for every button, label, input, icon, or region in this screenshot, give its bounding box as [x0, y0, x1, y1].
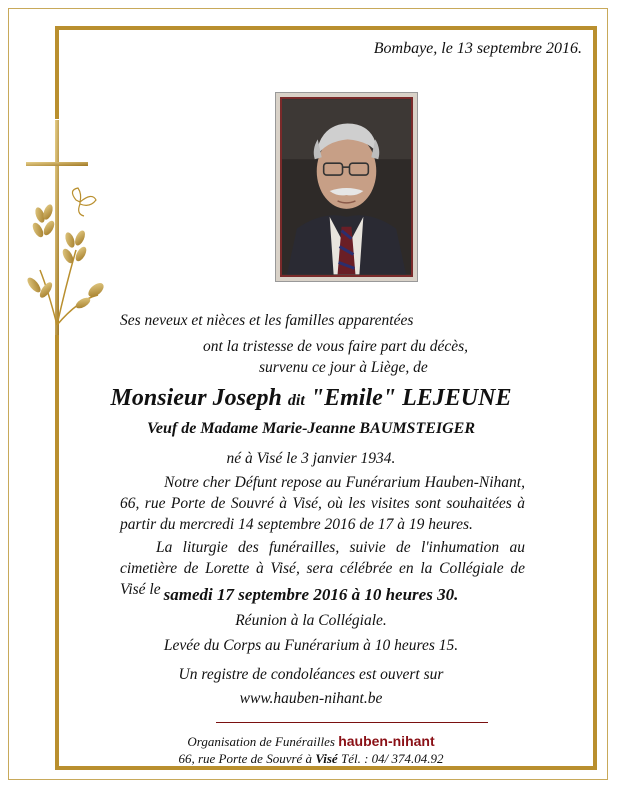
address-street: 66, rue Porte de Souvré à — [178, 751, 313, 766]
org-prefix: Organisation de Funérailles — [187, 734, 335, 749]
footer-organisation — [0, 733, 622, 750]
deceased-name — [0, 385, 622, 412]
ceremony-date: samedi 17 septembre 2016 à 10 heures 30. — [163, 585, 459, 604]
cross-wheat-butterfly-icon — [18, 120, 118, 335]
register-line: Un registre de condoléances est ouvert sur — [178, 666, 444, 683]
liturgy-paragraph: La liturgie des funérailles, suivie de l'inhumation au cimetière de Lorette à Visé, sera célébrée en la Collégiale de Visé le — [120, 539, 525, 598]
gold-border-top — [55, 26, 597, 30]
announcement-line-3: survenu ce jour à Liège, de — [259, 359, 428, 376]
footer-address — [0, 751, 622, 767]
address-phone: Tél. : 04/ 374.04.92 — [340, 751, 444, 766]
meeting-line: Réunion à la Collégiale. — [235, 612, 387, 629]
levee-line: Levée du Corps au Funérarium à 10 heures 15. — [163, 637, 459, 654]
announcement-line-1: Ses neveux et nièces et les familles apparentées — [120, 312, 414, 329]
portrait-photo — [280, 97, 413, 277]
date-line: Bombaye, le 13 septembre 2016. — [373, 40, 582, 57]
portrait-frame — [275, 92, 418, 282]
name-first: Monsieur Joseph — [110, 385, 282, 411]
footer-divider — [216, 722, 488, 723]
name-dit: dit — [287, 392, 305, 409]
announcement-line-2: ont la tristesse de vous faire part du décès, — [203, 338, 469, 355]
widow-line: Veuf de Madame Marie-Jeanne BAUMSTEIGER — [146, 420, 476, 437]
register-url[interactable]: www.hauben-nihant.be — [239, 690, 383, 707]
gold-border-left-upper — [55, 26, 59, 119]
name-last: "Emile" LEJEUNE — [310, 385, 512, 411]
birth-line: né à Visé le 3 janvier 1934. — [226, 450, 396, 467]
brand-logo: hauben-nihant — [338, 733, 435, 749]
portrait-icon — [282, 99, 411, 275]
repose-paragraph: Notre cher Défunt repose au Funérarium Hauben-Nihant, 66, rue Porte de Souvré à Visé, où les visites sont souhaitées à partir du mercredi 14 septembre 2016 de 17 à 19 heures. — [120, 474, 525, 533]
address-city: Visé — [315, 751, 338, 766]
